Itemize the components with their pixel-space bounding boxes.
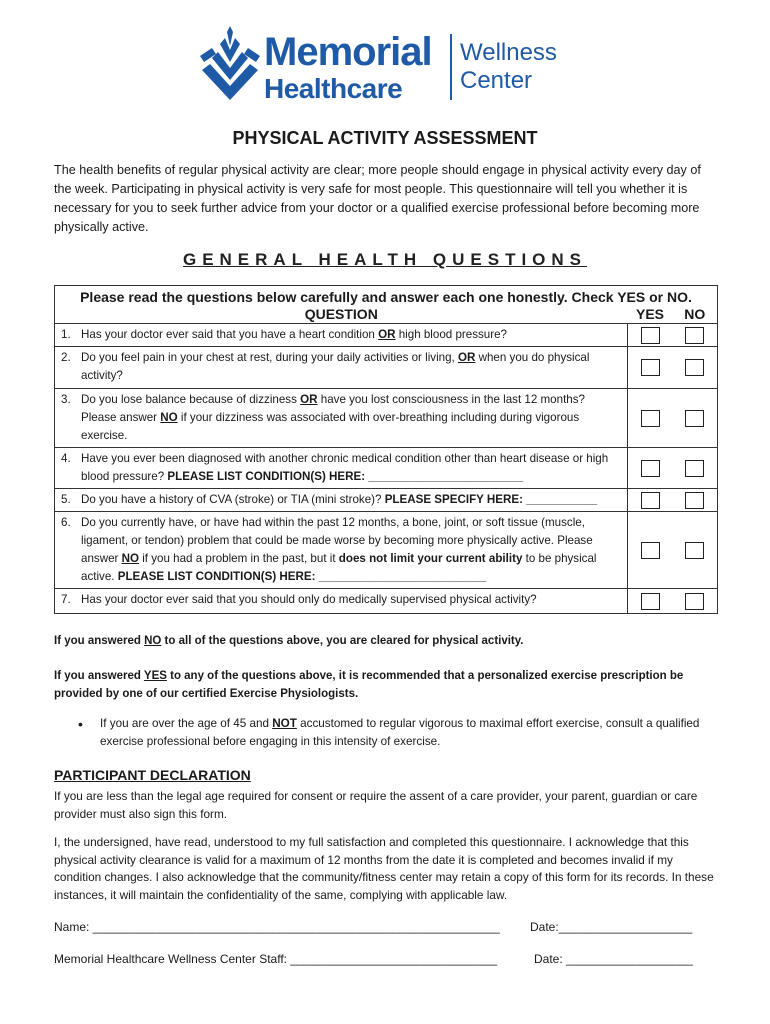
declaration-paragraph-1: If you are less than the legal age required for consent or require the assent of a care provider, your parent, guardian or care provider must also sign this form. <box>54 789 698 821</box>
table-instruction: Please read the questions below carefully and answer each one honestly. Check YES or NO. <box>55 286 718 307</box>
column-header-no: NO <box>673 306 718 324</box>
date2-label: Date: <box>534 952 563 966</box>
bullet-text: If you are over the age of 45 and NOT accustomed to regular vigorous to maximal effort exercise, consult a qualified exercise professional before engaging in this intensity of exercise. <box>100 717 700 748</box>
logo-sub-center: Center <box>460 67 533 94</box>
question-number: 5. <box>61 493 71 506</box>
question-number: 3. <box>61 393 71 406</box>
intro-paragraph: The health benefits of regular physical activity are clear; more people should engage in physical activity every day of the week. Participating in physical activity is very safe for most people. This questionnaire will tell you whether it is necessary for you to seek further advice from your doctor or a qualified exercise professional before becoming more physically active. <box>54 163 701 234</box>
question-number: 6. <box>61 516 71 529</box>
question-row-4 <box>55 448 718 489</box>
bullet-dot-icon: • <box>78 716 83 732</box>
yes-checkbox[interactable] <box>641 359 660 376</box>
no-checkbox[interactable] <box>685 327 704 344</box>
logo <box>198 26 558 106</box>
question-text: Do you feel pain in your chest at rest, during your daily activities or living, OR when you do physical activity? <box>81 351 590 382</box>
staff-signature-line <box>54 952 497 966</box>
yes-checkbox[interactable] <box>641 593 660 610</box>
name-field[interactable]: _____________________________________________________________ <box>89 920 500 934</box>
question-row-2 <box>55 347 718 389</box>
note-answered-no: If you answered NO to all of the questions above, you are cleared for physical activity. <box>54 635 524 647</box>
memorial-logo-mark-icon <box>198 26 262 102</box>
yes-checkbox[interactable] <box>641 410 660 427</box>
column-header-yes: YES <box>628 306 673 324</box>
yes-checkbox[interactable] <box>641 327 660 344</box>
logo-brand-healthcare: Healthcare <box>264 73 403 104</box>
questions-table <box>54 285 718 614</box>
name-signature-line <box>54 920 500 934</box>
bullet-item <box>78 715 714 751</box>
no-checkbox[interactable] <box>685 492 704 509</box>
date-signature-line <box>530 920 692 934</box>
logo-sub-wellness: Wellness <box>460 39 557 66</box>
logo-divider <box>450 34 452 100</box>
note-answered-yes: If you answered YES to any of the questions above, it is recommended that a personalized exercise prescription be provided by one of our certified Exercise Physiologists. <box>54 670 684 700</box>
question-text: Do you lose balance because of dizziness OR have you lost consciousness in the last 12 months? Please answer NO if your dizziness was associated with over-breathing including during vigorous exercise. <box>81 393 585 442</box>
no-checkbox[interactable] <box>685 460 704 477</box>
logo-brand-memorial: Memorial <box>264 30 432 74</box>
date-field[interactable]: ____________________ <box>558 920 693 934</box>
section-title: GENERAL HEALTH QUESTIONS <box>182 250 588 269</box>
no-checkbox[interactable] <box>685 593 704 610</box>
question-number: 1. <box>61 328 71 341</box>
question-row-3 <box>55 389 718 448</box>
yes-checkbox[interactable] <box>641 460 660 477</box>
question-text: Do you have a history of CVA (stroke) or TIA (mini stroke)? PLEASE SPECIFY HERE: ___________ <box>81 493 598 506</box>
declaration-paragraph-2: I, the undersigned, have read, understood to my full satisfaction and completed this questionnaire. I acknowledge that this physical activity clearance is valid for a maximum of 12 months from the date it is completed and becomes invalid if my condition changes. I also acknowledge that the community/fitness center may retain a copy of this form for its records. In these instances, it will maintain the confidentiality of the same, complying with applicable law. <box>54 835 714 902</box>
column-header-question: QUESTION <box>55 306 628 324</box>
question-number: 2. <box>61 351 71 364</box>
declaration-title: PARTICIPANT DECLARATION <box>54 767 251 783</box>
no-checkbox[interactable] <box>685 542 704 559</box>
date2-field[interactable]: ___________________ <box>562 952 693 966</box>
question-text: Has your doctor ever said that you have a heart condition OR high blood pressure? <box>81 328 508 341</box>
date2-signature-line <box>534 952 693 966</box>
question-row-6 <box>55 512 718 589</box>
question-text: Do you currently have, or have had within the past 12 months, a bone, joint, or soft tissue (muscle, ligament, or tendon) problem that could be made worse by becoming more physically active. Please answer NO if you had a problem in the past, but it does not limit your current ability to be physical active. PLEASE LIST CONDITION(S) HERE: __________________________ <box>81 516 597 583</box>
question-text: Has your doctor ever said that you should only do medically supervised physical activity? <box>81 593 537 606</box>
yes-checkbox[interactable] <box>641 492 660 509</box>
date-label: Date: <box>530 920 559 934</box>
page-title: PHYSICAL ACTIVITY ASSESSMENT <box>232 128 538 148</box>
question-row-5 <box>55 489 718 512</box>
question-row-7 <box>55 589 718 614</box>
staff-field[interactable]: _______________________________ <box>287 952 498 966</box>
no-checkbox[interactable] <box>685 359 704 376</box>
question-text: Have you ever been diagnosed with another chronic medical condition other than heart disease or high blood pressure? PLEASE LIST CONDITION(S) HERE: ________________________ <box>81 452 609 483</box>
yes-checkbox[interactable] <box>641 542 660 559</box>
question-number: 7. <box>61 593 71 606</box>
question-row-1 <box>55 324 718 347</box>
name-label: Name: <box>54 920 90 934</box>
staff-label: Memorial Healthcare Wellness Center Staff: <box>54 952 287 966</box>
no-checkbox[interactable] <box>685 410 704 427</box>
question-number: 4. <box>61 452 71 465</box>
